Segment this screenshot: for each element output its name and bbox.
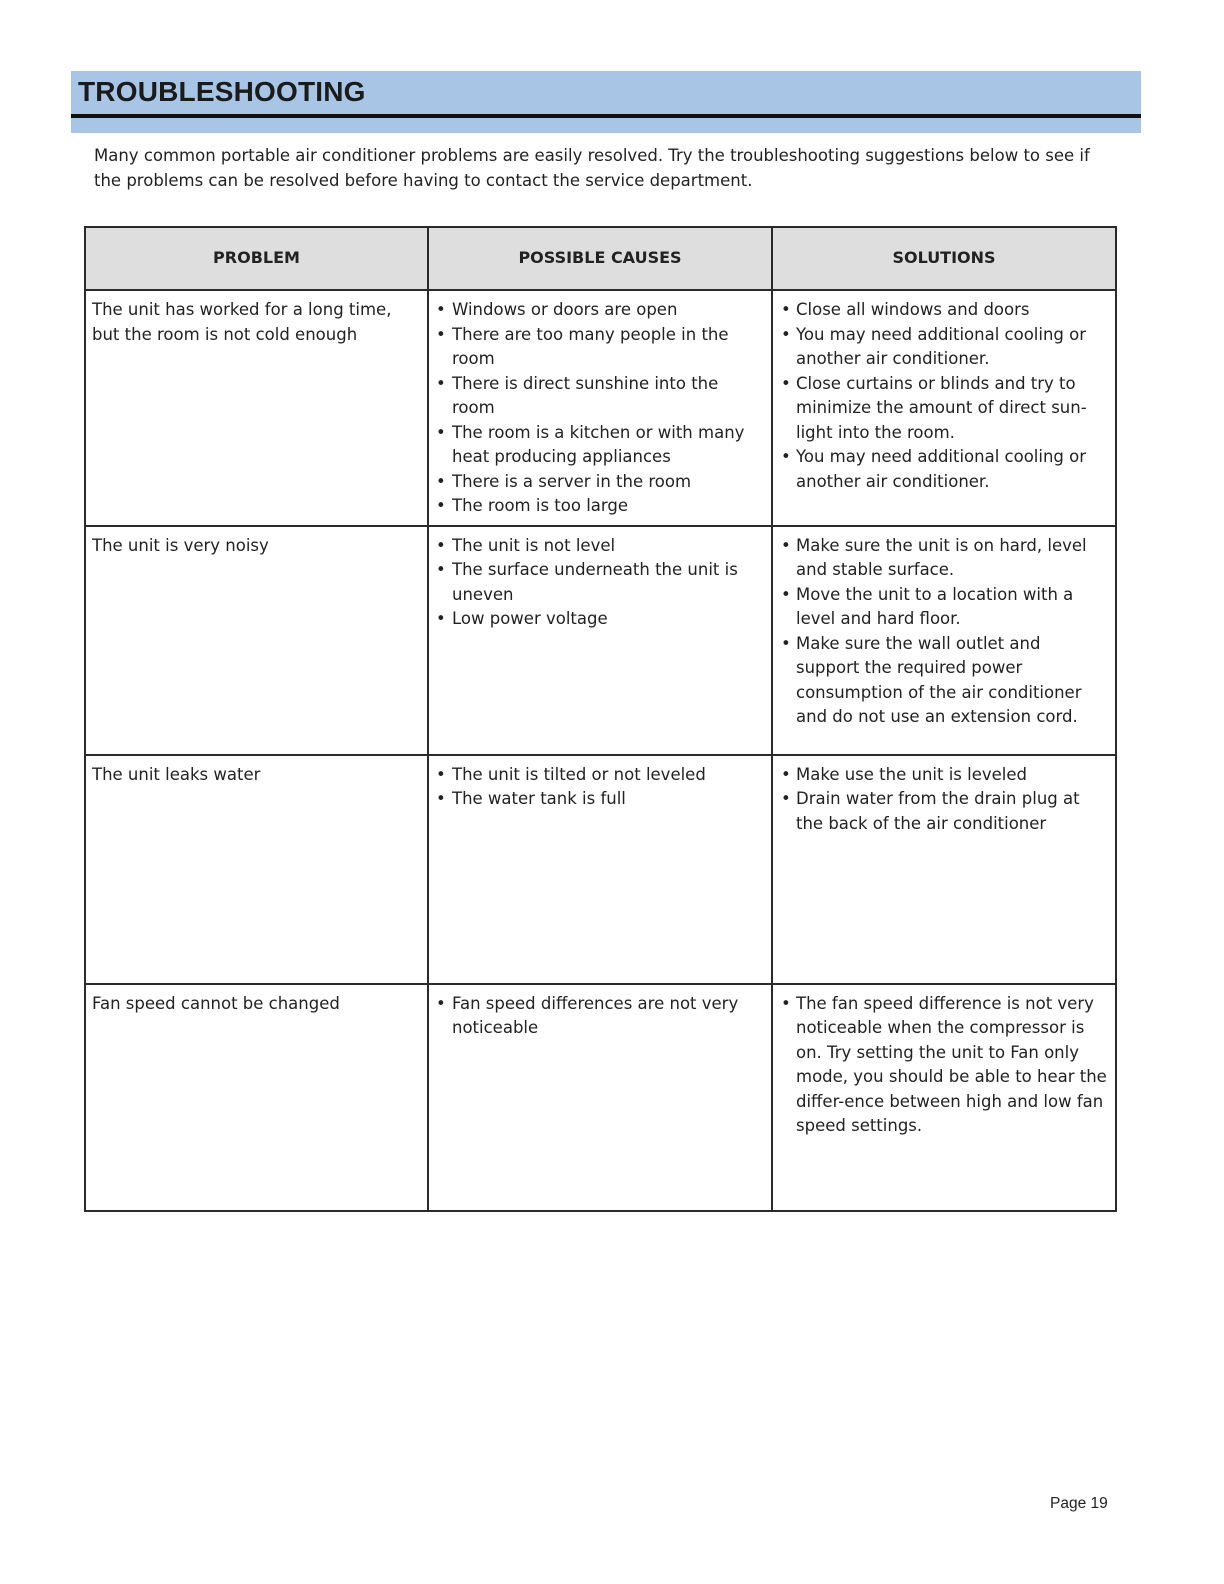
- solution-item: • Make use the unit is leveled: [779, 763, 1109, 788]
- intro-text: Many common portable air conditioner problems are easily resolved. Try the troubleshooting suggestions below to see if the problems can be resolved before having to contact the service department.: [94, 146, 1090, 190]
- solution-item: • Drain water from the drain plug at the back of the air conditioner: [779, 787, 1109, 836]
- problem-cell: The unit is very noisy: [85, 526, 428, 755]
- page-number: Page 19: [1050, 1495, 1108, 1512]
- table-row: [85, 984, 1116, 1211]
- causes-cell: [428, 526, 772, 755]
- causes-cell: [428, 984, 772, 1211]
- solutions-cell: [772, 526, 1116, 755]
- header-divider: [71, 114, 1141, 118]
- causes-list: [435, 992, 765, 1041]
- table-row: [85, 290, 1116, 526]
- causes-list: [435, 763, 765, 812]
- table-row: [85, 755, 1116, 984]
- table-header-row: [85, 227, 1116, 290]
- causes-list: [435, 534, 765, 632]
- solution-item: • Move the unit to a location with a level and hard floor.: [779, 583, 1109, 632]
- solutions-list: [779, 298, 1109, 494]
- cause-item: • The room is too large: [435, 494, 765, 519]
- cause-item: • The surface underneath the unit is uneven: [435, 558, 765, 607]
- column-header-problem: PROBLEM: [85, 227, 428, 290]
- solution-item: • The fan speed difference is not very noticeable when the compressor is on. Try setting the unit to Fan only mode, you should be able to hear the differ-ence between high and low fan speed settings.: [779, 992, 1109, 1139]
- section-header: [71, 71, 1141, 133]
- problem-cell: Fan speed cannot be changed: [85, 984, 428, 1211]
- solution-item: • You may need additional cooling or another air conditioner.: [779, 445, 1109, 494]
- solutions-cell: [772, 290, 1116, 526]
- cause-item: • Windows or doors are open: [435, 298, 765, 323]
- cause-item: • The unit is not level: [435, 534, 765, 559]
- solution-item: • You may need additional cooling or another air conditioner.: [779, 323, 1109, 372]
- solution-item: • Close curtains or blinds and try to minimize the amount of direct sun-light into the room.: [779, 372, 1109, 446]
- problem-cell: The unit leaks water: [85, 755, 428, 984]
- cause-item: • There is direct sunshine into the room: [435, 372, 765, 421]
- table-row: [85, 526, 1116, 755]
- cause-item: • There are too many people in the room: [435, 323, 765, 372]
- solutions-cell: [772, 984, 1116, 1211]
- solutions-cell: [772, 755, 1116, 984]
- problem-cell: The unit has worked for a long time, but the room is not cold enough: [85, 290, 428, 526]
- intro-paragraph: [94, 143, 1104, 193]
- causes-cell: [428, 755, 772, 984]
- column-header-solutions: SOLUTIONS: [772, 227, 1116, 290]
- causes-list: [435, 298, 765, 519]
- solutions-list: [779, 763, 1109, 837]
- solution-item: • Close all windows and doors: [779, 298, 1109, 323]
- solution-item: • Make sure the wall outlet and support the required power consumption of the air conditioner and do not use an extension cord.: [779, 632, 1109, 730]
- column-header-causes: POSSIBLE CAUSES: [428, 227, 772, 290]
- page-title: TROUBLESHOOTING: [78, 76, 366, 107]
- solution-item: • Make sure the unit is on hard, level and stable surface.: [779, 534, 1109, 583]
- cause-item: • The unit is tilted or not leveled: [435, 763, 765, 788]
- troubleshooting-table: [84, 226, 1117, 1212]
- cause-item: • The water tank is full: [435, 787, 765, 812]
- cause-item: • Low power voltage: [435, 607, 765, 632]
- cause-item: • The room is a kitchen or with many heat producing appliances: [435, 421, 765, 470]
- causes-cell: [428, 290, 772, 526]
- solutions-list: [779, 534, 1109, 730]
- solutions-list: [779, 992, 1109, 1139]
- cause-item: • There is a server in the room: [435, 470, 765, 495]
- cause-item: • Fan speed differences are not very noticeable: [435, 992, 765, 1041]
